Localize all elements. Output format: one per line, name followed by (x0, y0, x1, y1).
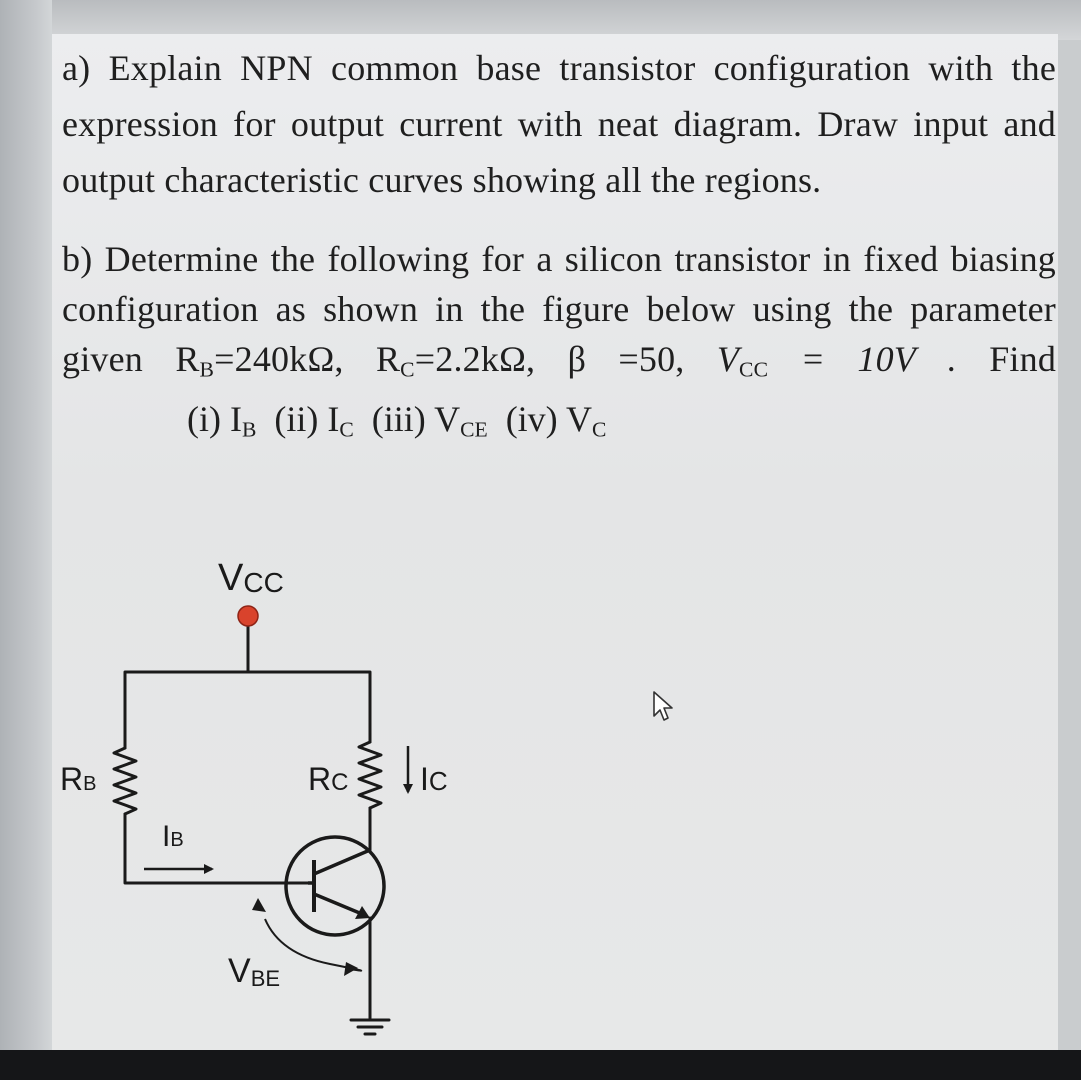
param-beta: β =50, (567, 339, 685, 379)
monitor-frame-left (0, 0, 52, 1080)
vbe-label: VBE (228, 952, 281, 991)
find-ib: (i) $I_B$ (187, 399, 257, 442)
question-a-line-2: expression for output current with neat diagram. Draw input and (62, 104, 1056, 144)
vcc-terminal-icon (238, 606, 258, 626)
find-label: Find (989, 339, 1057, 379)
mouse-pointer-icon (652, 690, 678, 724)
vbe-arrowhead-emitter-icon (344, 962, 358, 976)
base-wire (125, 814, 308, 883)
fixed-bias-circuit (52, 34, 1058, 1050)
find-ic: (ii) $I_C$ (274, 399, 354, 442)
monitor-bezel-bottom (0, 1050, 1081, 1080)
question-b-line-1: b) Determine the following for a silicon transistor in fixed biasing (62, 239, 1056, 279)
param-rc: $R_C=2.2k\Omega$, (375, 339, 536, 382)
vcc-label: VCC (218, 557, 284, 599)
question-sheet (52, 34, 1058, 1050)
ic-label: IC (420, 761, 448, 797)
find-vc: (iv) $V_C$ (505, 399, 607, 442)
question-a-line-3: output characteristic curves showing all the regions. (62, 160, 822, 200)
rc-label: RC (308, 761, 349, 797)
rb-label: RB (60, 761, 97, 797)
rb-resistor (114, 748, 136, 814)
vbe-arrowhead-base-icon (252, 898, 266, 912)
param-rb: $R_B=240k\Omega$, (175, 339, 344, 382)
npn-transistor-icon (286, 837, 384, 935)
question-a-line-1: a) Explain NPN common base transistor configuration with the (62, 48, 1056, 88)
top-rail-wire (125, 672, 370, 748)
question-b-line-2: configuration as shown in the figure below using the parameter (62, 289, 1056, 329)
ib-label: IB (162, 820, 184, 853)
param-vcc: $V_{CC} = 10V$ . (716, 339, 957, 382)
rc-resistor (359, 742, 381, 808)
ground-icon (351, 1020, 389, 1034)
given-label: given (62, 339, 143, 379)
find-vce: (iii) $V_{CE}$ (371, 399, 488, 442)
